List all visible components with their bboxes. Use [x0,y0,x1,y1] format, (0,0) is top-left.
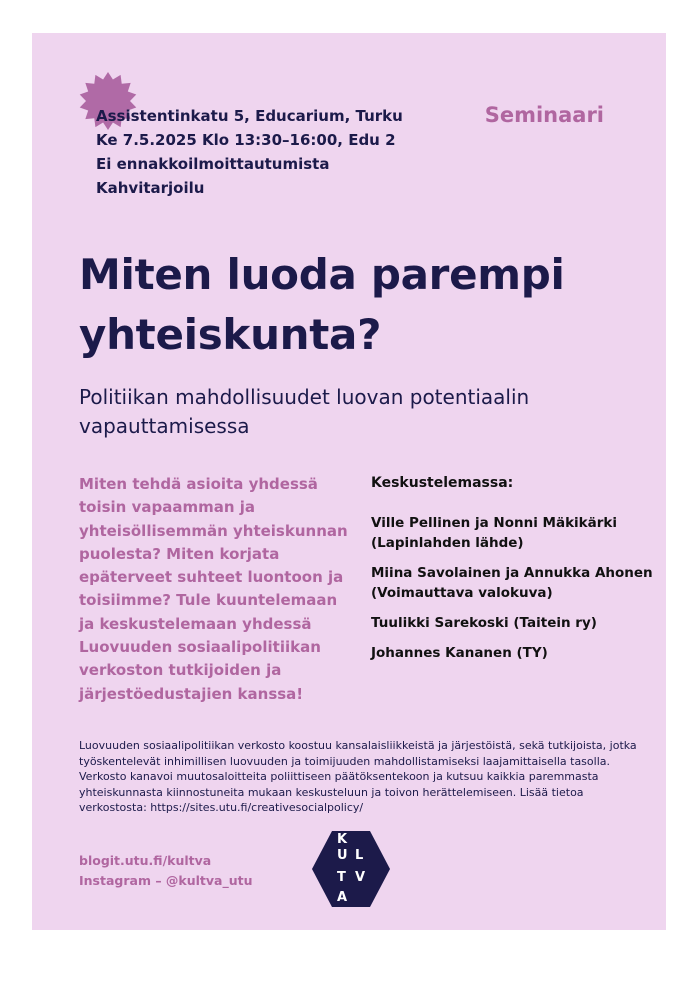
event-registration: Ei ennakkoilmoittautumista [96,155,330,173]
event-location: Assistentinkatu 5, Educarium, Turku [96,107,403,125]
participant-item: Ville Pellinen ja Nonni Mäkikärki (Lapinlahden lähde) [371,515,618,551]
logo-letter: A [337,890,348,905]
intro-text: Miten tehdä asioita yhdessä toisin vapaamman ja yhteisöllisemmän yhteiskunnan puolesta? Miten korjata epäterveet suhteet luontoon ja toisiimme? Tule kuuntelemaan ja keskustelemaan yhdessä Luovuuden sosiaalipolitiikan verkoston tutkijoiden ja järjestöedustajien kanssa! [79,475,348,703]
event-type-label: Seminaari [484,103,604,127]
event-refreshments: Kahvitarjoilu [96,179,205,197]
logo-letter: L [355,848,364,863]
page-subtitle: Politiikan mahdollisuudet luovan potentiaalin vapauttamisessa [79,385,530,438]
kultva-logo-letters [310,829,392,909]
participant-item: Tuulikki Sarekoski (Taitein ry) [371,615,597,631]
event-datetime: Ke 7.5.2025 Klo 13:30–16:00, Edu 2 [96,131,396,149]
page-title: Miten luoda parempi yhteiskunta? [79,250,565,359]
instagram-link[interactable]: Instagram – @kultva_utu [79,873,253,888]
participant-item: Johannes Kananen (TY) [371,645,548,661]
logo-letter: U [337,848,348,863]
blog-link[interactable]: blogit.utu.fi/kultva [79,853,212,868]
logo-letter: K [337,832,348,847]
network-description: Luovuuden sosiaalipolitiikan verkosto koostuu kansalaisliikkeistä ja järjestöistä, sekä tutkijoista, jotka työskentelevät inhimillisen luovuuden ja toimijuuden mahdollistamiseksi laajamittaisella tasolla. Verkosto kanavoi muutosaloitteita poliittiseen päätöksentekoon ja kutsuu kaikkia paremmasta yhteiskunnasta kiinnostuneita mukaan keskusteluun ja toivon herättelemiseen. Lisää tietoa verkostosta: https://sites.utu.fi/creativesocialpolicy/ [79,739,637,815]
poster [32,33,666,930]
logo-letter: T [337,870,346,885]
panel-list [371,473,671,673]
participant-item: Miina Savolainen ja Annukka Ahonen (Voimauttava valokuva) [371,565,653,601]
contact-links [79,851,253,891]
logo-letter: V [355,870,366,885]
panel-heading: Keskustelemassa: [371,475,514,491]
event-details [96,104,403,200]
